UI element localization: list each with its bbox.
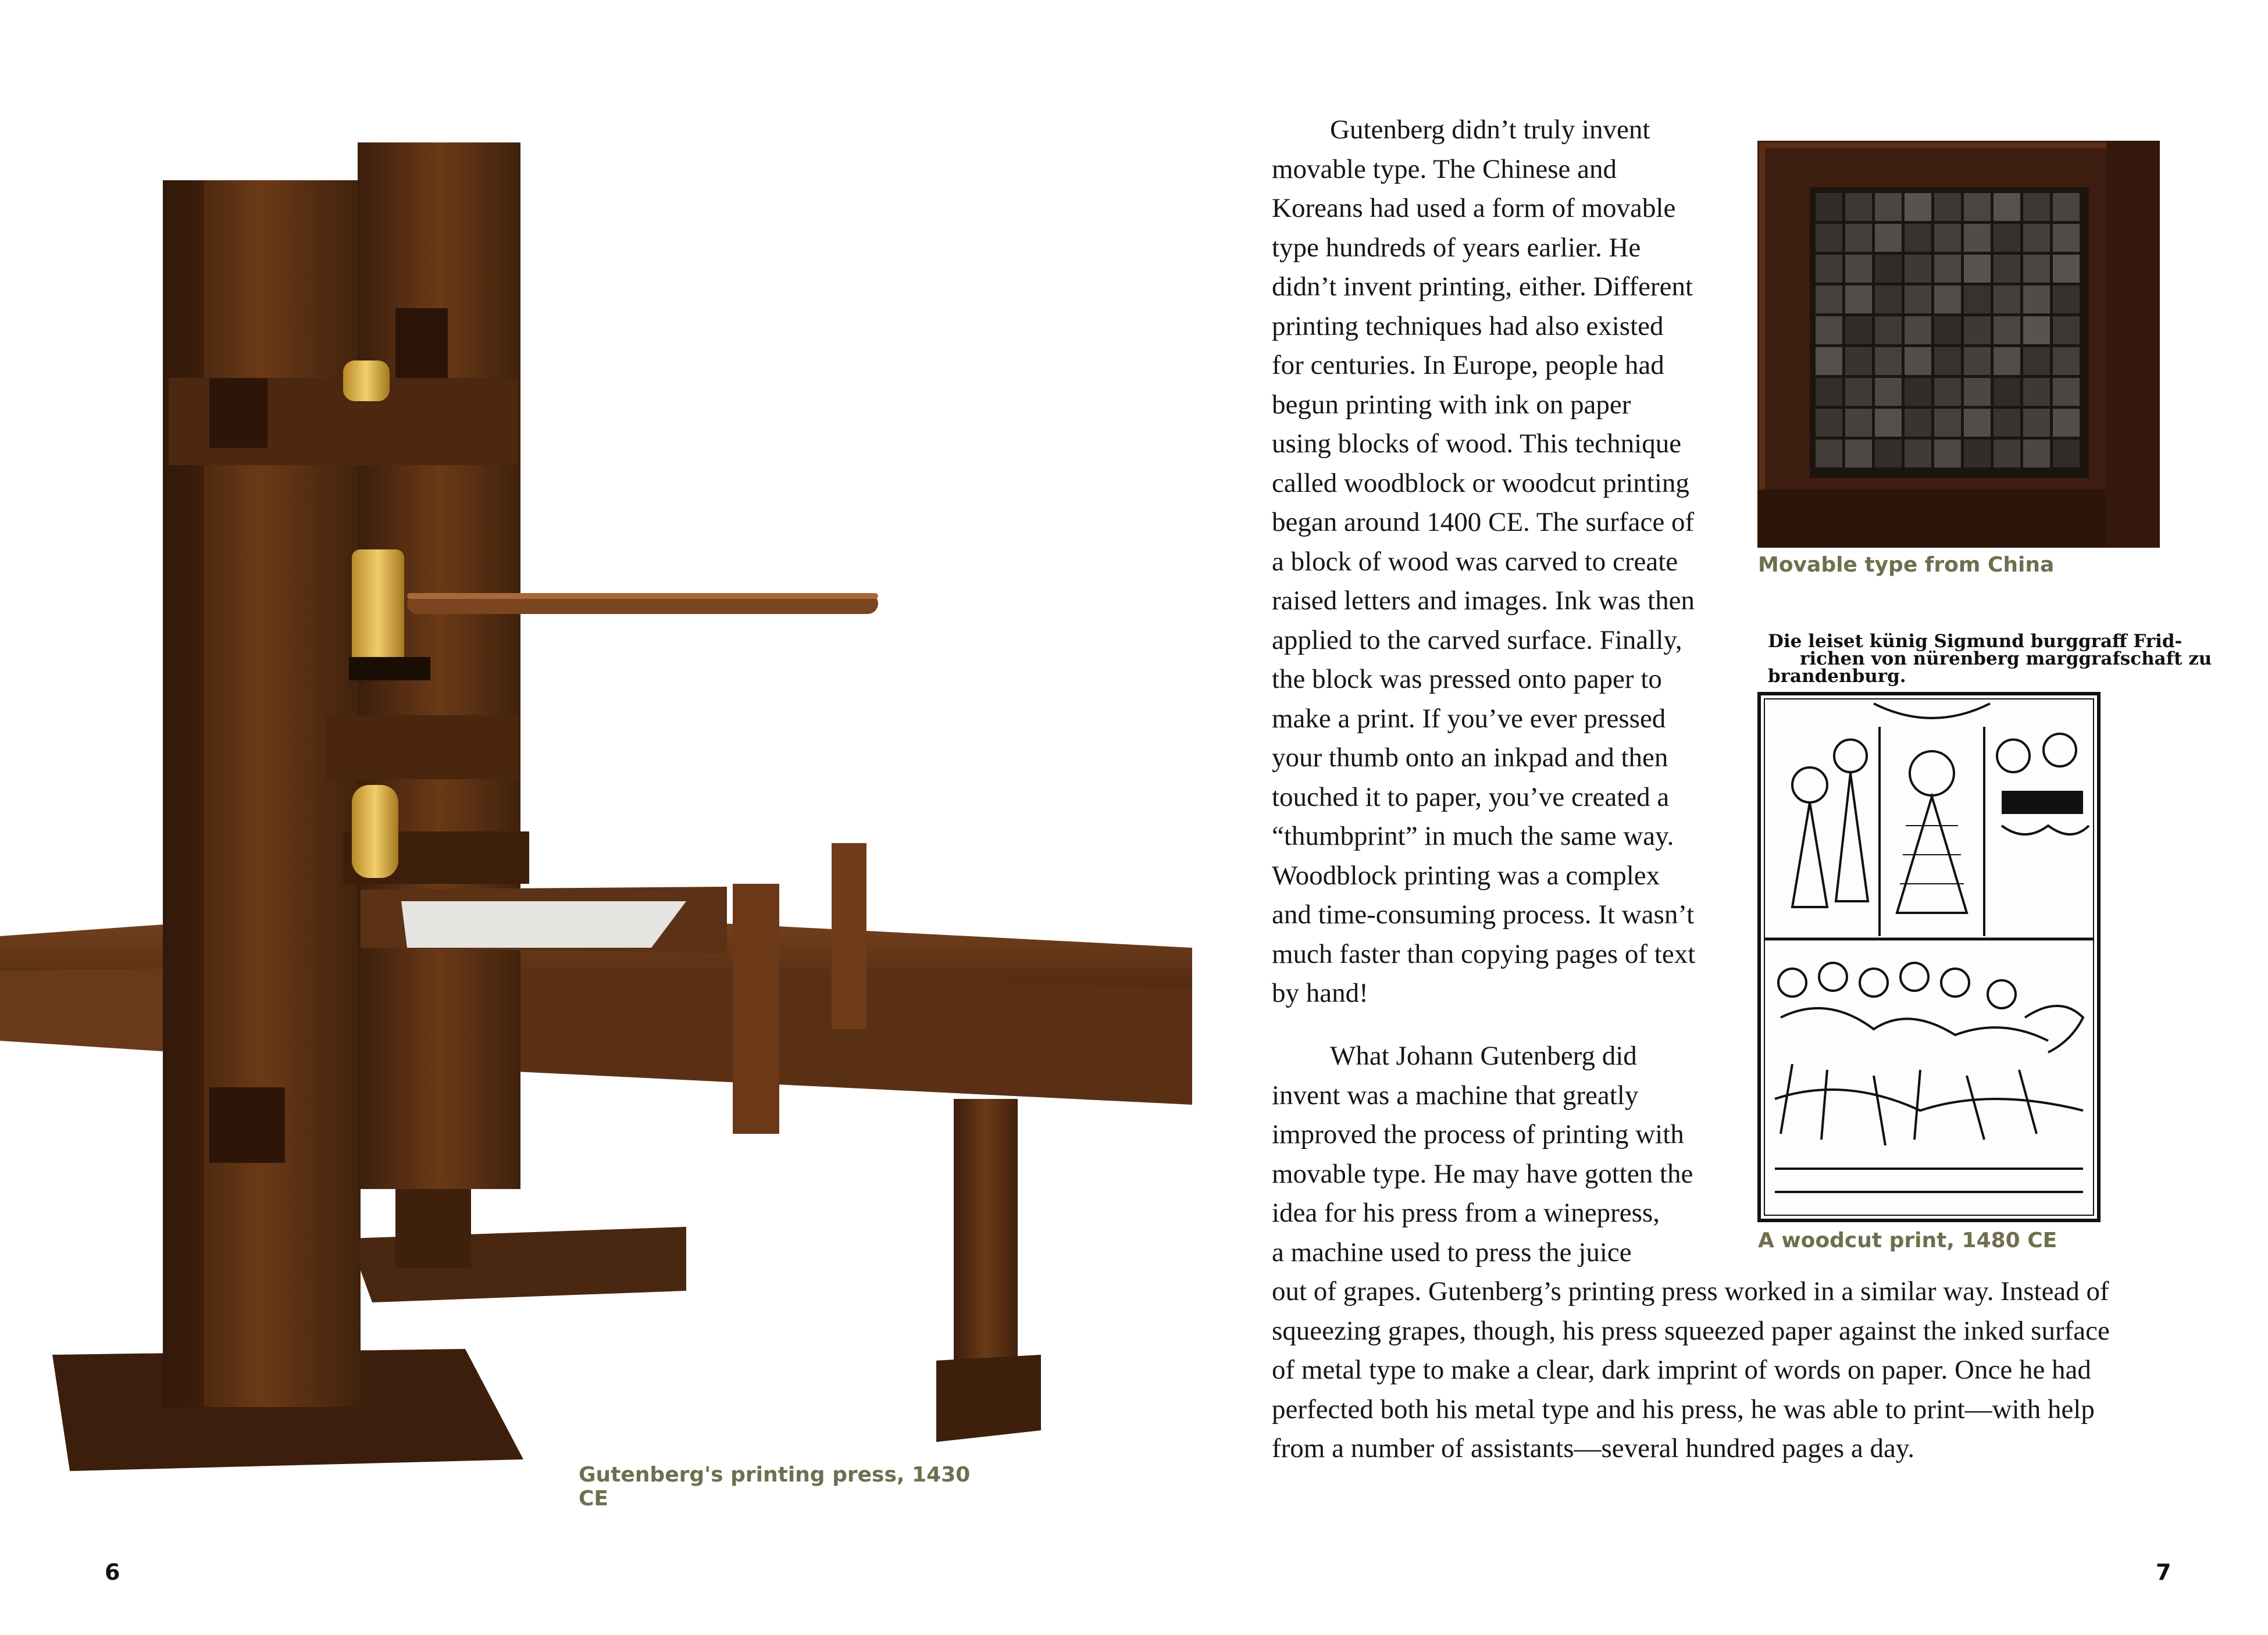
type-block-grid [1816,193,2080,467]
text-line: Gutenberg didn’t truly invent [1330,115,1650,145]
woodcut-blackletter-heading [1768,631,2212,687]
text-line: didn’t invent printing, either. Different [1272,272,1693,302]
type-block [1905,347,1931,375]
type-block [1905,193,1931,221]
type-block [1816,193,1842,221]
press-caption: Gutenberg's printing press, 1430 CE [579,1463,971,1511]
type-block [1875,409,1902,437]
type-block [1905,378,1931,406]
type-block [1964,409,1991,437]
type-block [2023,409,2050,437]
type-block [1934,440,1961,467]
type-block [1964,193,1991,221]
type-block [1875,193,1902,221]
text-line: called woodblock or woodcut printing [1272,467,1689,498]
type-block [2053,378,2080,406]
text-line: invent was a machine that greatly [1272,1080,1639,1111]
text-line: “thumbprint” in much the same way. [1272,821,1674,851]
text-line: make a print. If you’ve ever pressed [1272,703,1666,734]
type-block [1875,224,1902,252]
text-line: movable type. He may have gotten the [1272,1158,1693,1189]
type-block [1816,255,1842,283]
type-block [1994,409,2020,437]
text-line: of metal type to make a clear, dark imprint of words on paper. Once he had [1272,1355,2091,1385]
type-block [1905,409,1931,437]
type-block [1994,316,2020,344]
type-block [1816,316,1842,344]
text-line: applied to the carved surface. Finally, [1272,624,1682,655]
type-block [1845,378,1872,406]
type-block [2023,224,2050,252]
page-number-left: 6 [105,1559,120,1585]
text-line: type hundreds of years earlier. He [1272,232,1641,263]
text-line: much faster than copying pages of text [1272,938,1696,969]
type-block [1875,347,1902,375]
type-block [1934,409,1961,437]
text-line: raised letters and images. Ink was then [1272,586,1695,616]
type-block [1964,347,1991,375]
type-block [1994,255,2020,283]
type-block [2023,378,2050,406]
body-paragraph-1 [1272,110,1695,1013]
type-block [1934,285,1961,313]
woodcut-heading-line: Die leiset künig Sigmund burggraff Frid- [1768,631,2183,652]
text-line: movable type. The Chinese and [1272,153,1617,184]
type-block [1964,224,1991,252]
text-line: out of grapes. Gutenberg’s printing press worked in a similar way. Instead of [1272,1276,2109,1306]
type-block [1964,440,1991,467]
type-block [1816,440,1842,467]
type-block [1994,285,2020,313]
text-line: a block of wood was carved to create [1272,546,1678,577]
type-block [2053,316,2080,344]
text-line: and time-consuming process. It wasn’t [1272,899,1695,930]
type-block [1934,347,1961,375]
type-block [1845,316,1872,344]
woodcut-heading-line: brandenburg. [1768,666,1906,687]
text-line: perfected both his metal type and his press, he was able to print—with help [1272,1394,2095,1425]
text-line: touched it to paper, you’ve created a [1272,781,1670,812]
type-block [1994,224,2020,252]
text-line: using blocks of wood. This technique [1272,429,1682,459]
text-line: improved the process of printing with [1272,1119,1684,1150]
type-block [2023,347,2050,375]
text-line: squeezing grapes, though, his press squeezed paper against the inked surface [1272,1315,2110,1346]
type-block [1816,347,1842,375]
type-block [1845,409,1872,437]
text-line: idea for his press from a winepress, [1272,1198,1660,1228]
type-block [1934,255,1961,283]
woodcut-heading-line: richen von nürenberg marggrafschaft zu [1800,648,2212,669]
text-line: for centuries. In Europe, people had [1272,350,1664,380]
movable-type-caption: Movable type from China [1758,553,2055,577]
type-block [1964,255,1991,283]
type-block [1994,440,2020,467]
text-line: a machine used to press the juice [1272,1237,1632,1268]
text-line: by hand! [1272,978,1368,1008]
type-block [1875,378,1902,406]
type-block [2023,193,2050,221]
text-line: Koreans had used a form of movable [1272,193,1676,223]
type-block [1816,285,1842,313]
printing-press-photo [0,134,1204,1488]
type-block [1994,193,2020,221]
type-block [1964,378,1991,406]
type-block [2053,224,2080,252]
type-block [1875,440,1902,467]
type-block [2053,440,2080,467]
type-block [2023,255,2050,283]
text-line: begun printing with ink on paper [1272,389,1631,420]
text-line: from a number of assistants—several hundred pages a day. [1272,1433,1915,1463]
type-block [1875,285,1902,313]
type-block [1845,285,1872,313]
type-block [1905,285,1931,313]
page-number-right: 7 [2156,1559,2171,1585]
type-block [2053,347,2080,375]
text-line: printing techniques had also existed [1272,310,1664,341]
type-block [1875,316,1902,344]
type-block [1845,193,1872,221]
type-block [2053,409,2080,437]
text-line: Woodblock printing was a complex [1272,860,1660,891]
type-block [2053,255,2080,283]
type-block [2053,285,2080,313]
type-block [1816,409,1842,437]
type-block [1905,224,1931,252]
type-block [1816,378,1842,406]
text-line: your thumb onto an inkpad and then [1272,742,1668,773]
type-block [1845,224,1872,252]
type-block [1994,378,2020,406]
type-block [1934,378,1961,406]
type-block [1845,347,1872,375]
text-line: What Johann Gutenberg did [1330,1041,1637,1071]
type-block [2053,193,2080,221]
type-block [2023,316,2050,344]
type-block [1905,316,1931,344]
type-block [1875,255,1902,283]
type-block [1905,440,1931,467]
type-block [2023,440,2050,467]
movable-type-photo [1757,141,2160,548]
type-block [1845,440,1872,467]
text-line: began around 1400 CE. The surface of [1272,507,1695,537]
woodcut-caption: A woodcut print, 1480 CE [1758,1229,2057,1252]
type-block [1816,224,1842,252]
type-block [1964,285,1991,313]
type-block [1934,193,1961,221]
type-block [2023,285,2050,313]
text-line: the block was pressed onto paper to [1272,664,1662,694]
woodcut-print-image [1757,692,2101,1222]
type-block [1934,224,1961,252]
type-block [1905,255,1931,283]
type-block [1934,316,1961,344]
type-block [1845,255,1872,283]
type-block [1994,347,2020,375]
type-block [1964,316,1991,344]
